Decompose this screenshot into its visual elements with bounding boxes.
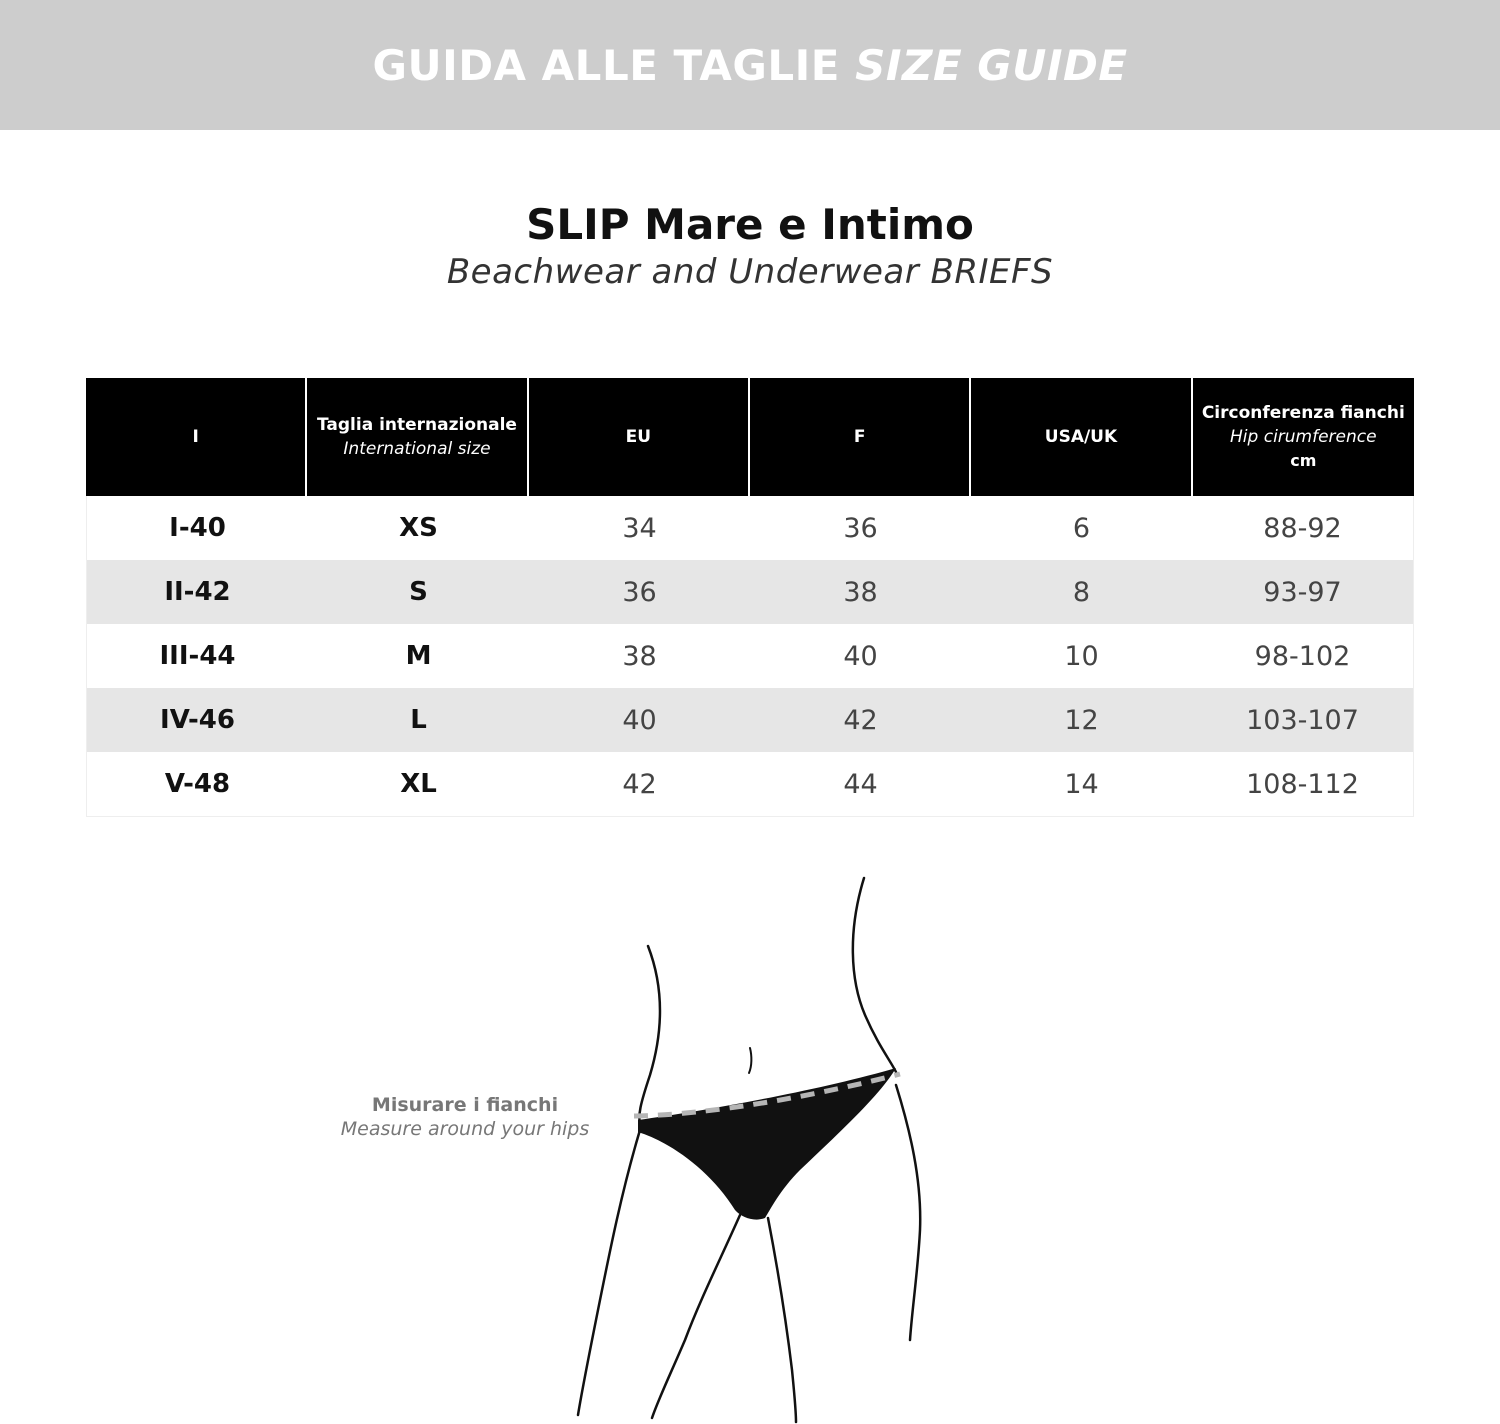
column-header-unit: cm [1290,451,1317,470]
banner-title [372,41,1127,90]
table-cell: I-40 [169,513,226,543]
banner-title-it: GUIDA ALLE TAGLIE [372,40,840,90]
table-cell: 38 [622,640,657,672]
table-cell: 42 [843,704,878,736]
table-cell: M [405,641,432,671]
table-cell: 38 [843,576,878,608]
column-header-sublabel: International size [343,439,491,459]
column-header-eu [529,378,750,496]
banner-title-en: SIZE GUIDE [855,40,1128,90]
column-header-label: USA/UK [1044,427,1118,447]
table-cell: 8 [1072,576,1091,608]
column-header-usa-uk [971,378,1192,496]
column-header-label: Circonferenza fianchi [1201,403,1405,423]
table-cell: 36 [622,576,657,608]
table-cell: XL [400,769,437,799]
table-cell: 40 [622,704,657,736]
page-title: SLIP Mare e Intimo [526,200,974,249]
table-body [86,496,1414,817]
table-cell: II-42 [164,577,231,607]
table-cell: 103-107 [1246,704,1359,736]
table-cell: 6 [1072,512,1091,544]
table-cell: 108-112 [1246,768,1359,800]
table-row [87,752,1413,816]
table-row [87,560,1413,624]
table-cell: 40 [843,640,878,672]
table-cell: 88-92 [1263,512,1342,544]
table-row [87,496,1413,560]
header-banner [0,0,1500,130]
column-header-international [307,378,528,496]
table-cell: V-48 [164,769,231,799]
table-cell: 42 [622,768,657,800]
table-cell: 14 [1064,768,1099,800]
table-cell: 12 [1064,704,1099,736]
column-header-hip [1193,378,1414,496]
table-cell: 36 [843,512,878,544]
table-cell: 98-102 [1254,640,1351,672]
table-cell: 34 [622,512,657,544]
measure-label-it: Misurare i fianchi [371,1094,559,1116]
column-header-f [750,378,971,496]
table-cell: III-44 [159,641,236,671]
table-cell: L [410,705,427,735]
table-cell: 93-97 [1263,576,1342,608]
table-cell: 10 [1064,640,1099,672]
table-cell: S [409,577,428,607]
column-header-label: EU [625,427,652,447]
table-row [87,624,1413,688]
column-header-i [86,378,307,496]
table-cell: IV-46 [160,705,235,735]
table-row [87,688,1413,752]
hip-measurement-illustration-icon [560,870,980,1424]
table-header [86,378,1414,496]
column-header-sublabel: Hip cirumference [1230,427,1377,447]
measure-label-en: Measure around your hips [340,1118,590,1140]
column-header-label: F [853,427,866,447]
size-table [86,378,1414,817]
column-header-label: I [192,427,199,447]
page-subtitle: Beachwear and Underwear BRIEFS [446,252,1054,292]
table-cell: XS [399,513,438,543]
table-cell: 44 [843,768,878,800]
column-header-label: Taglia internazionale [317,415,517,435]
